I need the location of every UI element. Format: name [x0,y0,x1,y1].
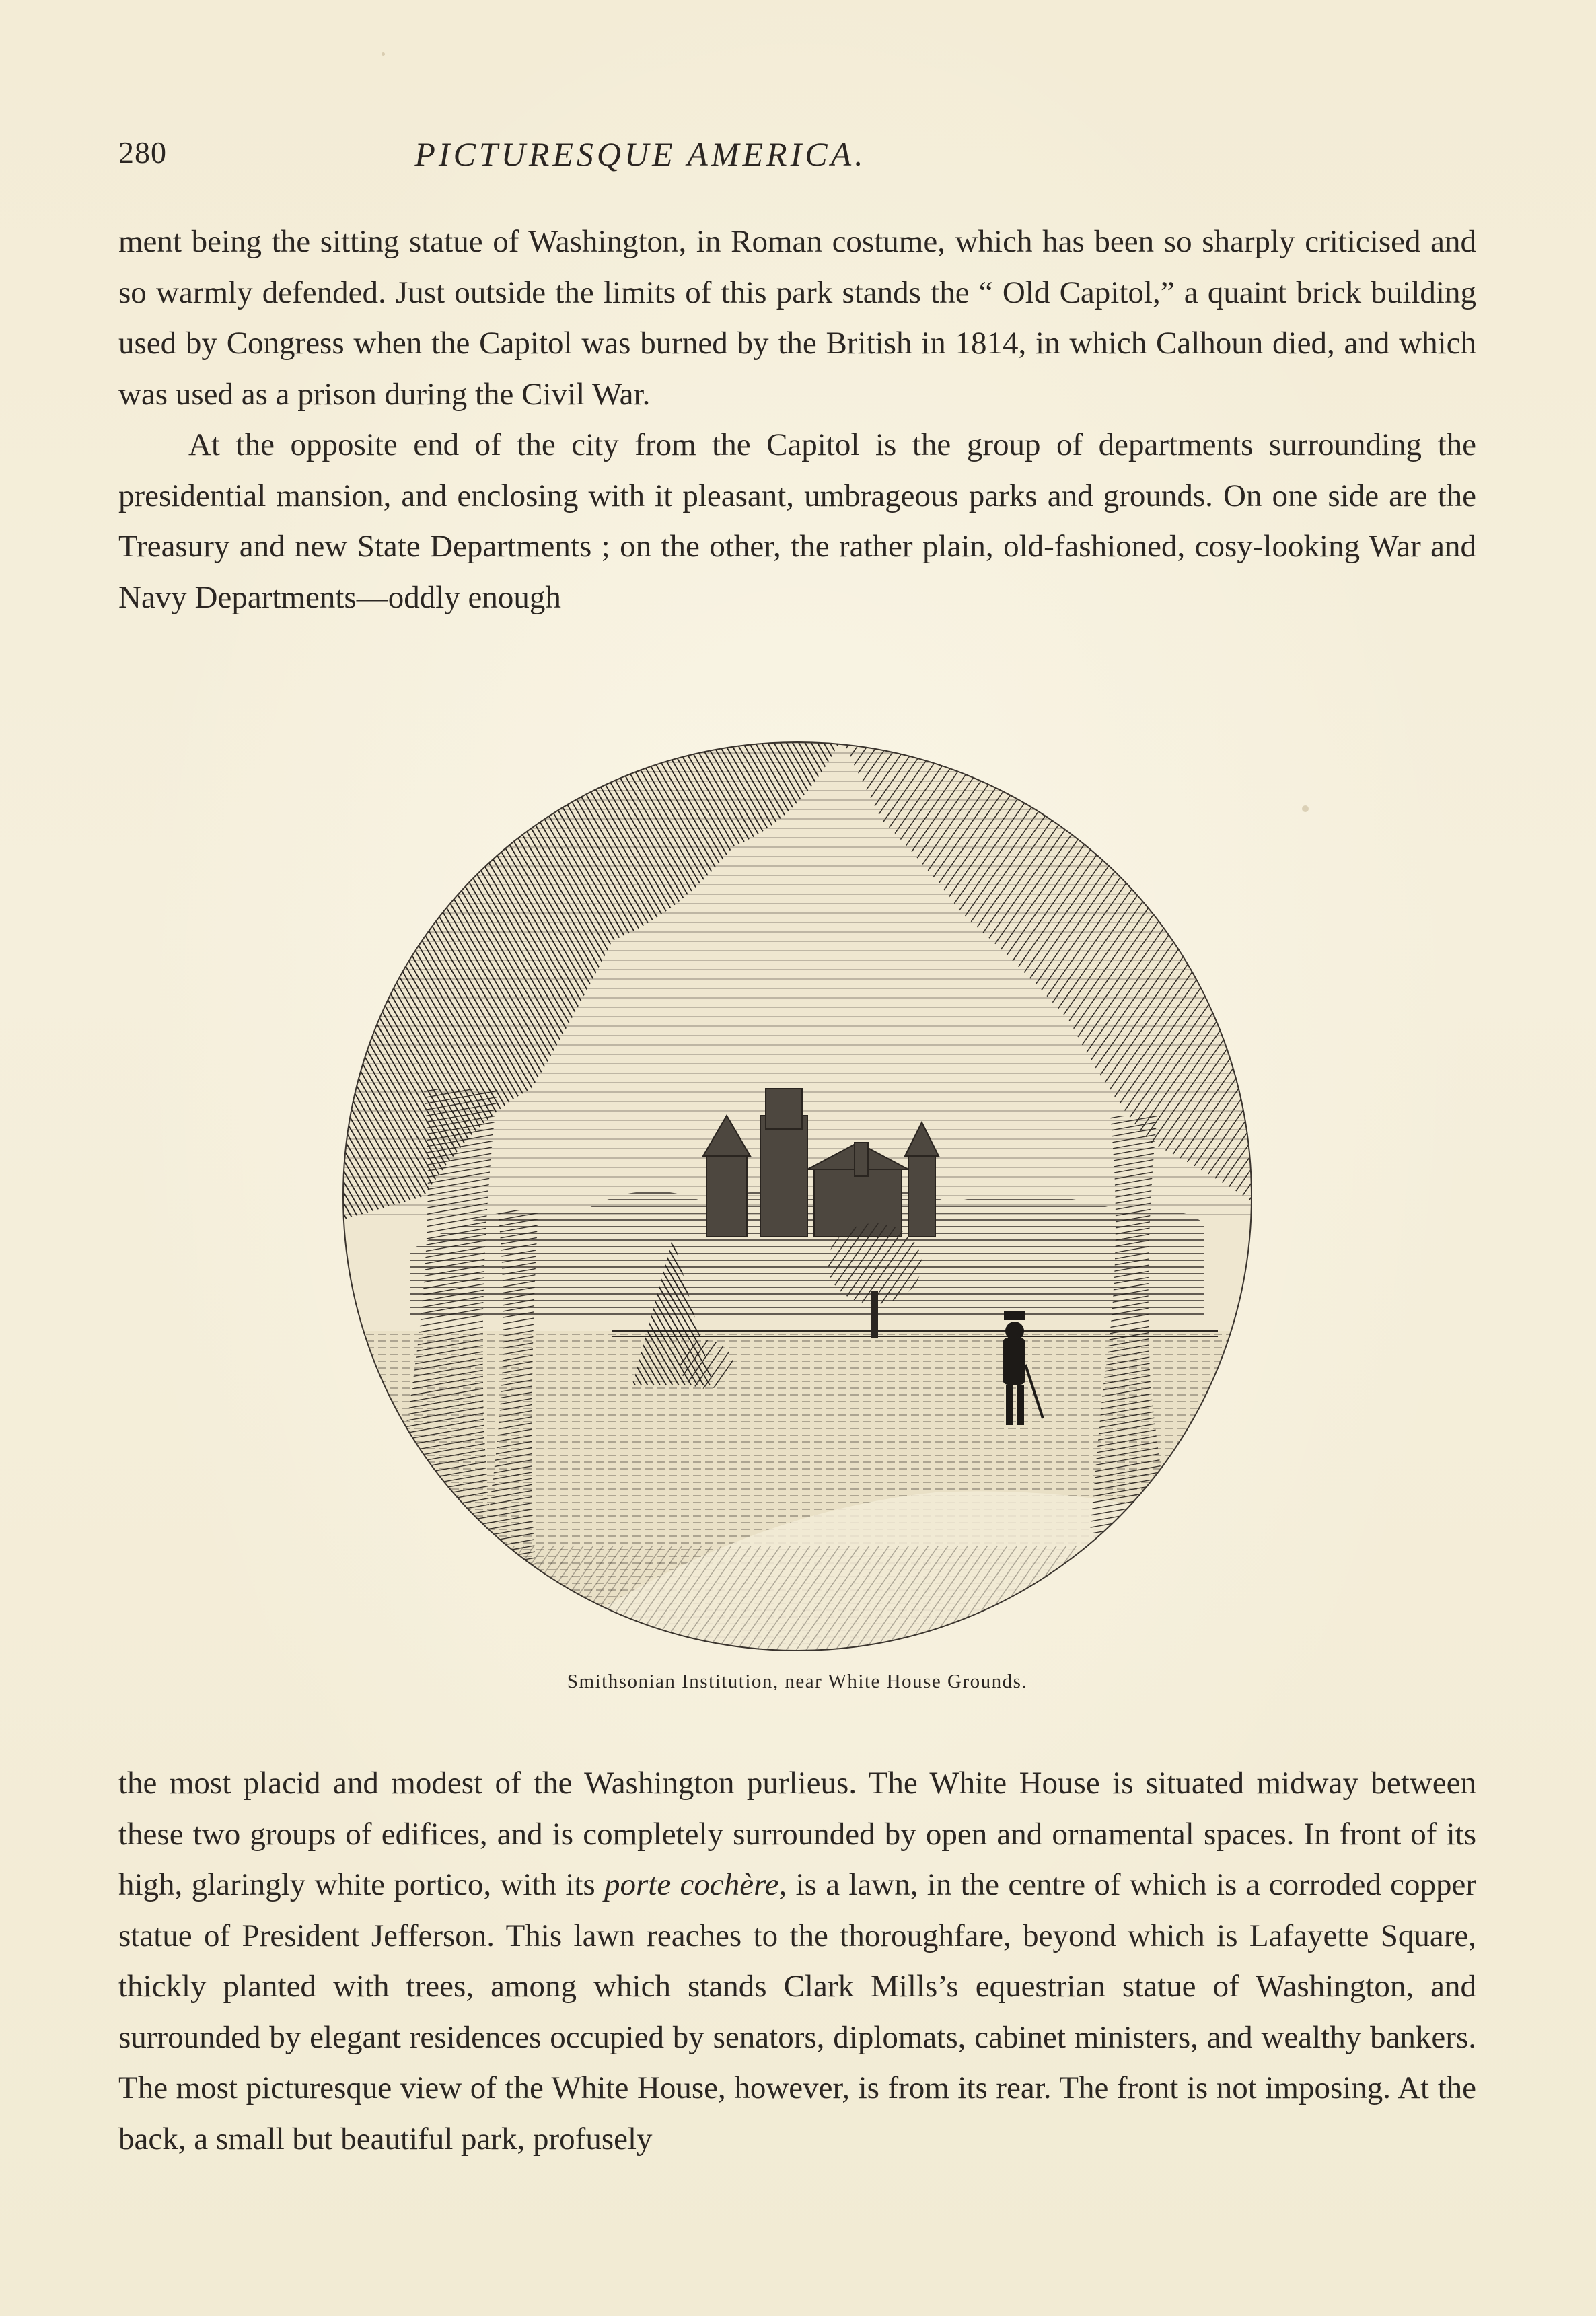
paper-spot [1302,805,1309,812]
figure-caption: Smithsonian Institution, near White House Grounds. [567,1671,1028,1692]
paragraph: At the opposite end of the city from the Capitol is the group of departments surrounding the presidential mansion, and enclosing with it pleasant, umbrageous parks and grounds. On one side are the Treasury and new State Departments ; on the other, the rather plain, old-fashioned, cosy-looking War and Navy Departments—oddly enough [118,427,1476,615]
paragraph-text: is a lawn, in the centre of which is a corroded copper statue of President Jefferson. This lawn reaches to the thoroughfare, beyond which is Lafayette Square, thickly planted with trees, among which stands Clark Mills’s equestrian statue of Washington, and surrounded by elegant residences occupied by senators, diplomats, cabinet ministers, and wealthy bankers. The most picturesque view of the White House, however, is from its rear. The front is not imposing. At the back, a small but beautiful park, profusely [118,1867,1476,2157]
paper-spot [382,52,385,56]
paragraph [118,1758,1476,2165]
paragraph-text: the most placid and modest of the Washington purlieus. The White House is situated midway between these two groups of edifices, and is completely surrounded by open and ornamental spaces. In front of its high, glaringly white portico, with its [118,1766,1476,1902]
engraving-illustration [330,739,1265,1654]
page-number: 280 [118,135,167,170]
text-block-bottom [118,1758,1476,2165]
engraving-scene [330,739,1265,1654]
paragraph: ment being the sitting statue of Washington, in Roman costume, which has been so sharply criticised and so warmly defended. Just outside the limits of this park stands the “ Old Capitol,” a quaint brick building used by Congress when the Capitol was burned by the British in 1814, in which Calhoun died, and which was used as a prison during the Civil War. [118,224,1476,412]
italic-phrase: porte cochère, [604,1867,787,1902]
running-title: PICTURESQUE AMERICA. [414,135,867,173]
page-header [118,135,1476,188]
text-block-top [118,217,1476,623]
